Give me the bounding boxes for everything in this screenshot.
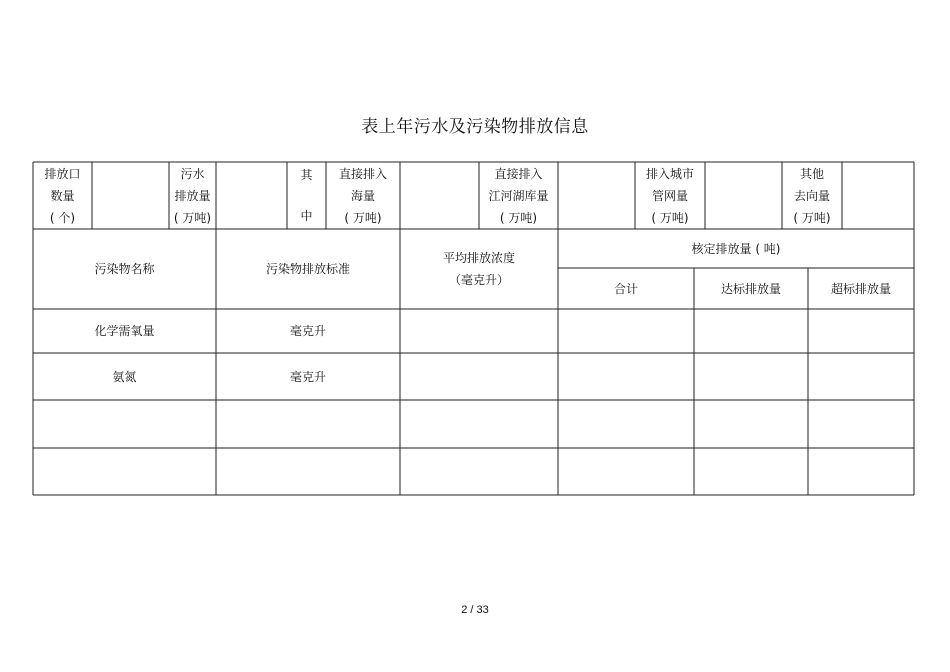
direct-rivers-label: 直接排入 江河湖库量 ( 万吨) bbox=[488, 166, 549, 225]
pollutant-name-header: 污染物名称 bbox=[94, 262, 155, 276]
wastewater-volume-label: 污水 排放量 ( 万吨) bbox=[173, 166, 212, 225]
table-row-name bbox=[33, 400, 216, 448]
of-which-label: 其 中 bbox=[300, 168, 313, 223]
table-row-name bbox=[33, 448, 216, 495]
total-header: 合计 bbox=[613, 281, 638, 296]
table-row-name: 氨氮 bbox=[112, 369, 137, 384]
table-row-standard: 毫克升 bbox=[289, 324, 326, 338]
standard-header: 污染物排放标准 bbox=[265, 262, 350, 276]
table-row-name: 化学需氧量 bbox=[94, 324, 155, 338]
direct-sea-label: 直接排入 海量 ( 万吨) bbox=[338, 166, 387, 225]
page-number: 2 / 33 bbox=[461, 604, 489, 616]
avg-concentration-header: 平均排放浓度 （毫克升） bbox=[442, 251, 515, 287]
urban-network-label: 排入城市 管网量 ( 万吨) bbox=[645, 166, 694, 225]
outlet-count-label: 排放口 数量 ( 个) bbox=[44, 166, 81, 225]
compliant-header: 达标排放量 bbox=[720, 281, 781, 296]
approved-emissions-header: 核定排放量 ( 吨) bbox=[691, 241, 781, 256]
other-destination-label: 其他 去向量 ( 万吨) bbox=[793, 166, 831, 225]
table-row-standard: 毫克升 bbox=[289, 369, 326, 384]
table-row-standard bbox=[216, 448, 400, 495]
table-row-standard bbox=[216, 400, 400, 448]
document-title: 表上年污水及污染物排放信息 bbox=[361, 117, 589, 137]
exceeding-header: 超标排放量 bbox=[830, 281, 891, 296]
